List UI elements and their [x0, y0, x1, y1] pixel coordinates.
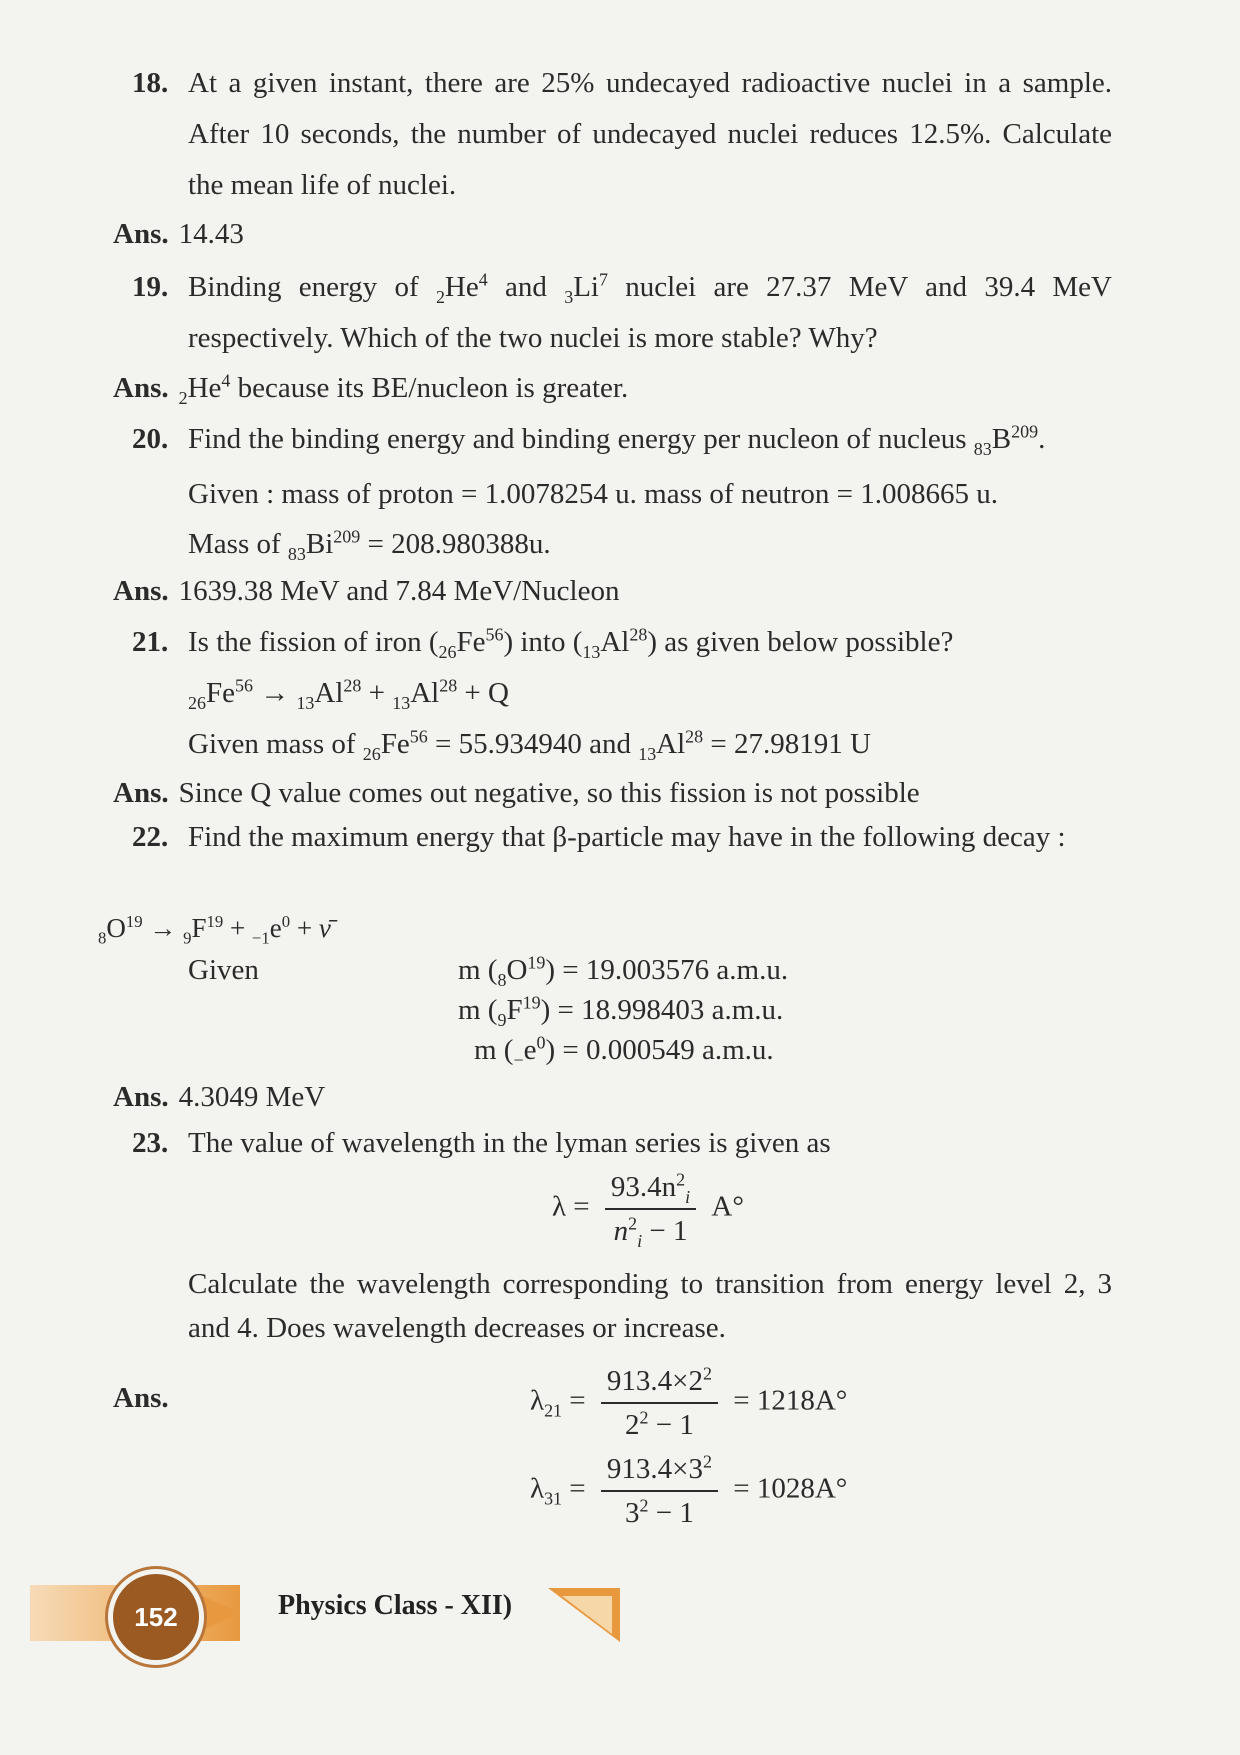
- question-number: 18.: [132, 67, 169, 99]
- answer-19: Ans. $_2He^4$ because its BE/nucleon is greater.: [113, 370, 629, 408]
- mass-line: Mass of $_{83}Bi^{209} = 208.980388u$.: [188, 526, 551, 564]
- mass-f19: m $(_9F^{19}) = 18.998403$ a.m.u.: [458, 992, 784, 1030]
- answer-20: Ans. 1639.38 MeV and 7.84 MeV/Nucleon: [113, 575, 620, 607]
- answer-text: 4.3049 MeV: [178, 1081, 326, 1113]
- answer-text: 1639.38 MeV and 7.84 MeV/Nucleon: [178, 575, 620, 607]
- lyman-formula: λ = $\frac{93.4n^2_i}{n^2_i - 1}$ A°: [552, 1169, 744, 1251]
- question-text: The value of wavelength in the lyman series is given as: [188, 1127, 831, 1159]
- answer-text: Since Q value comes out negative, so this fission is not possible: [178, 777, 920, 809]
- question-18: [132, 58, 1112, 211]
- given-mass-line: Given mass of $_{26}Fe^{56} = 55.934940$ and $_{13}Al^{28} = 27.98191$ U: [188, 726, 871, 764]
- answer-18: Ans. 14.43: [113, 218, 244, 250]
- answer-lambda-31: $\lambda_{31}$ = $\frac{913.4\times 3^2}{3^2 - 1}$ = 1028A°: [530, 1451, 848, 1529]
- book-title: Physics Class - XII): [278, 1590, 513, 1621]
- question-19: [132, 262, 1112, 364]
- question-23-part2: [132, 1262, 1112, 1350]
- question-number: 22.: [132, 821, 169, 853]
- answer-21: Ans. Since Q value comes out negative, so this fission is not possible: [113, 777, 920, 809]
- question-22: [132, 812, 1112, 863]
- question-21: [132, 617, 1112, 668]
- question-text: At a given instant, there are 25% undecayed radioactive nuclei in a sample. After 10 seconds, the number of undecayed nuclei reduces 12.5%. Calculate the mean life of nuclei.: [188, 67, 1112, 201]
- answer-text: 14.43: [178, 218, 244, 250]
- question-number: 20.: [132, 423, 169, 455]
- question-20: [132, 414, 1112, 465]
- question-text: Find the maximum energy that β-particle may have in the following decay :: [188, 821, 1066, 853]
- question-text: Calculate the wavelength corresponding to transition from energy level 2, 3 and 4. Does wavelength decreases or increase.: [188, 1268, 1112, 1344]
- corner-decoration-icon: [548, 1582, 620, 1642]
- page-number-badge: [108, 1569, 204, 1665]
- mass-electron: m $(_-e^0) = 0.000549$ a.m.u.: [474, 1032, 774, 1070]
- answer-lambda-21: $\lambda_{21}$ = $\frac{913.4\times 2^2}{2^2 - 1}$ = 1218A°: [530, 1363, 848, 1441]
- question-text: Binding energy of $_2He^4$ and $_3Li^7$ nuclei are 27.37 MeV and 39.4 MeV respectively. Which of the two nuclei is more stable? Why?: [188, 269, 1112, 354]
- formula-fraction: $\frac{93.4n^2_i}{n^2_i - 1}$: [605, 1170, 696, 1248]
- answer-22: Ans. 4.3049 MeV: [113, 1081, 326, 1113]
- mass-o19: m $(_8O^{19}) = 19.003576$ a.m.u.: [458, 952, 789, 990]
- given-line: Given : mass of proton = 1.0078254 u. mass of neutron = 1.008665 u.: [188, 478, 999, 510]
- question-number: 19.: [132, 271, 169, 303]
- page-number: 152: [134, 1601, 178, 1632]
- decay-equation: $_8O^{19} \to _9F^{19} + _{-1}e^0$ + ν̄: [98, 912, 331, 948]
- question-text: Is the fission of iron $(_{26}Fe^{56})$ into $(_{13}Al^{28})$ as given below possible?: [188, 624, 954, 662]
- fission-equation: $_{26}Fe^{56} \to _{13}Al^{28} + _{13}Al^{28} + Q$: [188, 675, 509, 713]
- question-23: [132, 1118, 1112, 1169]
- question-number: 23.: [132, 1127, 169, 1159]
- question-text: Find the binding energy and binding energy per nucleon of nucleus $_{83}B^{209}$.: [188, 421, 1046, 459]
- question-number: 21.: [132, 626, 169, 658]
- given-label: Given: [188, 954, 259, 986]
- answer-23-label: Ans.: [113, 1382, 169, 1414]
